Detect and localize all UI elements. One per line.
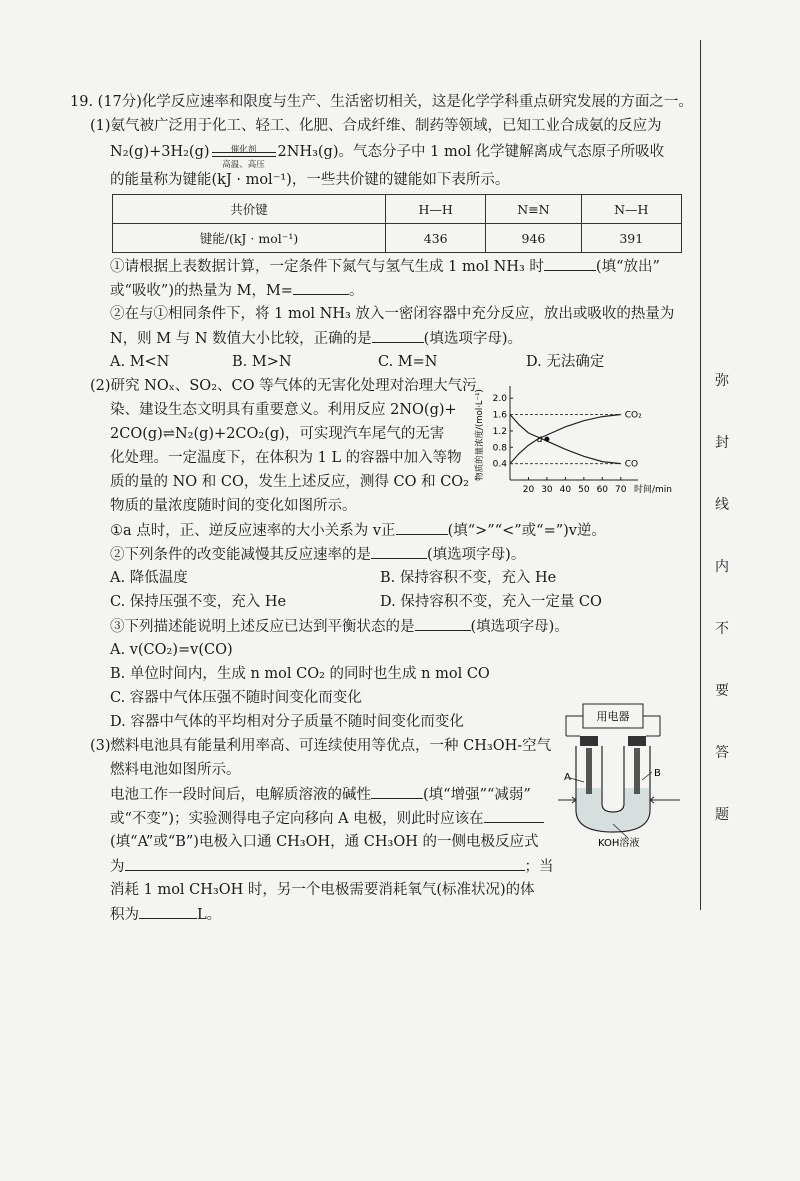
side-char: 弥 (715, 373, 729, 389)
q2b-option: C. 保持压强不变，充入 He (110, 594, 287, 610)
electrode-b-cap (628, 736, 646, 746)
part3-line7: 消耗 1 mol CH₃OH 时，另一个电极需要消耗氧气(标准状况)的体 (110, 882, 535, 898)
answer-blank[interactable] (371, 784, 423, 799)
solution-label: KOH溶液 (598, 838, 640, 849)
table-cell: 391 (581, 224, 682, 253)
q2c-option: C. 容器中气体压强不随时间变化而变化 (110, 690, 362, 706)
eq-catalyst: 催化剂 (230, 145, 257, 155)
table-cell: 946 (486, 224, 581, 253)
x-axis-label: 时间/min (634, 485, 673, 495)
eq-conditions: 高温、高压 (222, 160, 265, 170)
p3-text: 或“不变”)；实验测得电子定向移向 A 电极，则此时应该在 (110, 811, 484, 827)
q1b-text: (填选项字母)。 (423, 331, 522, 347)
table-row-label: 键能/(kJ · mol⁻¹) (113, 224, 386, 253)
q2b-option: B. 保持容积不变，充入 He (380, 570, 557, 586)
x-tick-label: 60 (596, 485, 609, 495)
part3-line2: 燃料电池如图所示。 (110, 762, 241, 778)
electrode-b (634, 748, 640, 794)
p3-text: L。 (197, 907, 222, 923)
electrode-a (586, 748, 592, 794)
answer-blank[interactable] (396, 520, 448, 535)
part2-line2: 染、建设生态文明具有重要意义。利用反应 2NO(g)+ (110, 402, 457, 418)
answer-blank[interactable] (139, 904, 197, 919)
part2-line6: 物质的量浓度随时间的变化如图所示。 (110, 498, 357, 514)
side-char: 要 (715, 683, 729, 699)
electrode-a-label: A (564, 772, 571, 783)
concentration-chart (470, 380, 700, 500)
q2b-option: D. 保持容积不变，充入一定量 CO (380, 594, 602, 610)
part3-line1: (3)燃料电池具有能量利用率高、可连续使用等优点，一种 CH₃OH-空气 (90, 738, 552, 754)
q1b-option: D. 无法确定 (526, 354, 605, 370)
reaction-equation (110, 142, 665, 170)
q1b-option: A. M<N (110, 354, 170, 370)
answer-blank[interactable] (415, 616, 471, 631)
table-row (113, 224, 682, 253)
binding-notice (712, 370, 732, 824)
series-line-co (510, 415, 621, 464)
q2b-text: (填选项字母)。 (427, 547, 526, 563)
q2b-line (110, 544, 525, 565)
x-tick-label: 40 (559, 485, 572, 495)
binding-line (700, 40, 701, 910)
part2-line1: (2)研究 NOₓ、SO₂、CO 等气体的无害化处理对治理大气污 (90, 378, 477, 394)
answer-blank[interactable] (484, 808, 544, 823)
table-header: N—H (581, 195, 682, 224)
table-header-row (113, 195, 682, 224)
answer-blank[interactable] (125, 856, 525, 871)
y-tick-label: 0.4 (492, 459, 507, 470)
y-tick-label: 1.2 (492, 426, 507, 437)
x-tick-label: 70 (615, 485, 627, 495)
x-tick-label: 50 (578, 485, 590, 495)
side-char: 不 (715, 621, 729, 637)
answer-blank[interactable] (371, 544, 427, 559)
table-cell: 436 (386, 224, 486, 253)
answer-blank[interactable] (372, 328, 424, 343)
eq-right: 2NH₃(g)。气态分子中 1 mol 化学键解离成气态原子所吸收 (277, 144, 665, 160)
eq-left: N₂(g)+3H₂(g) (110, 144, 210, 160)
q1b-option: C. M=N (378, 354, 438, 370)
answer-blank[interactable] (293, 280, 349, 295)
q2c-text: ③下列描述能说明上述反应已达到平衡状态的是 (110, 619, 415, 635)
x-tick-label: 20 (522, 485, 535, 495)
series-label: CO (624, 459, 639, 470)
answer-blank[interactable] (544, 256, 596, 271)
q2a-text: (填“>”“<”或“=”)v逆。 (447, 523, 606, 539)
part2-line4: 化处理。一定温度下，在体积为 1 L 的容器中加入等物 (110, 450, 462, 466)
part3-line5: (填“A”或“B”)电极入口通 CH₃OH，通 CH₃OH 的一侧电极反应式 (110, 834, 539, 850)
q2c-option: D. 容器中气体的平均相对分子质量不随时间变化而变化 (110, 714, 464, 730)
u-tube-inner (602, 746, 624, 812)
y-axis-label: 物质的量浓度/(mol·L⁻¹) (475, 389, 485, 481)
table-header: N≡N (486, 195, 581, 224)
q1a-text: 。 (348, 283, 364, 299)
point-a-marker (544, 437, 549, 442)
p3-text: ；当 (524, 859, 554, 875)
reversible-arrow (210, 142, 278, 170)
part3-line8 (110, 904, 221, 925)
device-label: 用电器 (596, 710, 630, 723)
side-char: 内 (715, 559, 729, 575)
q2c-line (110, 616, 569, 637)
q2c-text: (填选项字母)。 (470, 619, 569, 635)
series-label: CO₂ (624, 410, 642, 421)
q1a-line1 (110, 256, 660, 277)
side-char: 题 (715, 807, 729, 823)
inlet-arrow-left (558, 797, 576, 803)
p3-text: 为 (110, 859, 125, 875)
side-char: 答 (715, 745, 729, 761)
q2a-text: ①a 点时，正、逆反应速率的大小关系为 v正 (110, 523, 396, 539)
q1a-line2 (110, 280, 363, 301)
q1a-text: (填“放出” (595, 259, 660, 275)
x-tick-label: 30 (541, 485, 553, 495)
part3-line4 (110, 808, 544, 829)
series-line-co2 (510, 415, 621, 464)
q1a-text: ①请根据上表数据计算，一定条件下氮气与氢气生成 1 mol NH₃ 时 (110, 259, 544, 275)
q1b-line2 (110, 328, 522, 349)
part1-line3: 的能量称为键能(kJ · mol⁻¹)，一些共价键的键能如下表所示。 (110, 172, 510, 188)
side-char: 封 (715, 435, 729, 451)
table-header: H—H (386, 195, 486, 224)
electrode-b-label: B (654, 768, 661, 779)
p3-text: (填“增强”“减弱” (423, 787, 531, 803)
question-header: 19. (17分)化学反应速率和限度与生产、生活密切相关，这是化学学科重点研究发展的方面之一。 (70, 94, 693, 110)
part2-line5: 质的量的 NO 和 CO，发生上述反应，测得 CO 和 CO₂ (110, 474, 469, 490)
point-a-label: a (536, 434, 543, 446)
y-tick-label: 0.8 (492, 443, 507, 454)
electrolyte (577, 788, 649, 831)
table-header: 共价键 (113, 195, 386, 224)
side-char: 线 (715, 497, 729, 513)
q2b-text: ②下列条件的改变能减慢其反应速率的是 (110, 547, 371, 563)
part2-line3: 2CO(g)⇌N₂(g)+2CO₂(g)，可实现汽车尾气的无害 (110, 426, 445, 442)
y-tick-label: 2.0 (492, 394, 507, 405)
part3-line3 (110, 784, 531, 805)
q1b-text: N，则 M 与 N 数值大小比较，正确的是 (110, 331, 372, 347)
fuel-cell-diagram (558, 700, 698, 850)
bond-energy-table (112, 194, 682, 253)
q1b-line1: ②在与①相同条件下，将 1 mol NH₃ 放入一密闭容器中充分反应，放出或吸收的热量为 (110, 306, 675, 322)
part3-line6 (110, 856, 554, 877)
q2c-option: A. v(CO₂)=v(CO) (110, 642, 233, 658)
p3-text: 积为 (110, 907, 139, 923)
p3-text: 电池工作一段时间后，电解质溶液的碱性 (110, 787, 371, 803)
q2c-option: B. 单位时间内，生成 n mol CO₂ 的同时也生成 n mol CO (110, 666, 490, 682)
electrode-a-cap (580, 736, 598, 746)
q2b-option: A. 降低温度 (110, 570, 188, 586)
part1-intro: (1)氨气被广泛用于化工、轻工、化肥、合成纤维、制药等领域，已知工业合成氨的反应为 (90, 118, 662, 134)
inlet-arrow-right (650, 797, 680, 803)
q1a-text: 或“吸收”)的热量为 M，M= (110, 283, 293, 299)
q2a-line (110, 520, 606, 541)
y-tick-label: 1.6 (492, 410, 507, 421)
q1b-option: B. M>N (232, 354, 292, 370)
